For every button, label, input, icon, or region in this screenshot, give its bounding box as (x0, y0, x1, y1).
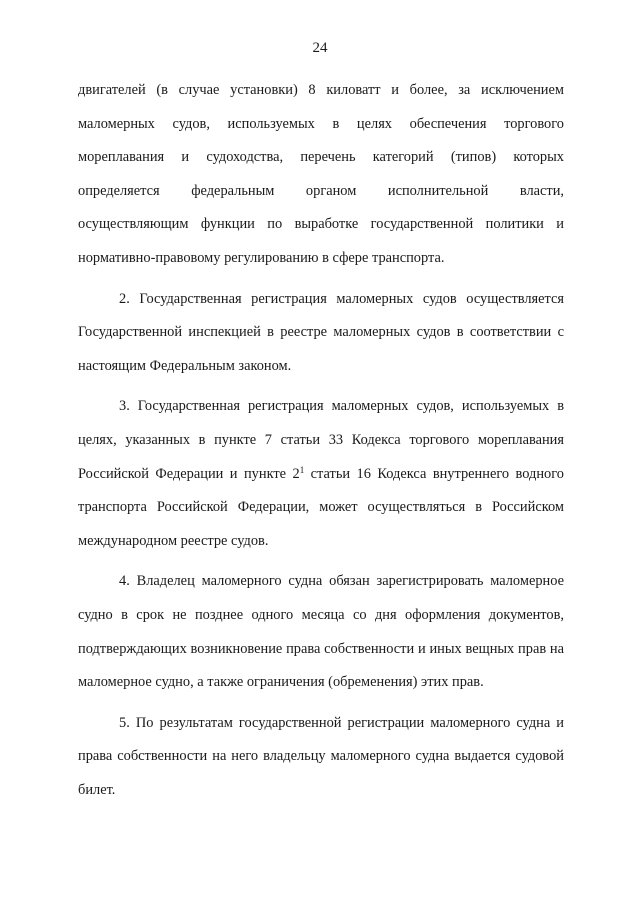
paragraph-5: 5. По результатам государственной регистрации маломерного судна и права собственности на него владельцу маломерного судна выдается судовой билет. (78, 714, 564, 798)
paragraph-2: 2. Государственная регистрация маломерных судов осуществляется Государственной инспекцией в реестре маломерных судов в соответствии с настоящим Федеральным законом. (78, 290, 564, 374)
paragraph-4: 4. Владелец маломерного судна обязан зарегистрировать маломерное судно в срок не позднее одного месяца со дня оформления документов, подтверждающих возникновение права собственности и иных вещных прав на маломерное судно, а также ограничения (обременения) этих прав. (78, 573, 564, 691)
paragraph-3-text-before: 3. Государственная регистрация маломерных судов, используемых в целях, указанных в пункте 7 статьи 33 Кодекса торгового мореплавания Российской Федерации и пункте 2 (78, 398, 564, 482)
paragraph-continuation: двигателей (в случае установки) 8 киловатт и более, за исключением маломерных судов, используемых в целях обеспечения торгового мореплавания и судоходства, перечень категорий (типов) которых определяется федеральным органом исполнительной власти, осуществляющим функции по выработке государственной политики и нормативно-правовому регулированию в сфере транспорта. (78, 82, 564, 266)
superscript-mark: 1 (299, 464, 305, 475)
paragraph-3-text-after: статьи 16 Кодекса внутреннего водного транспорта Российской Федерации, может осуществляться в Российском международном реестре судов. (78, 465, 564, 549)
paragraph-3 (78, 390, 564, 558)
page-number: 24 (312, 40, 328, 56)
document-body (78, 74, 564, 807)
